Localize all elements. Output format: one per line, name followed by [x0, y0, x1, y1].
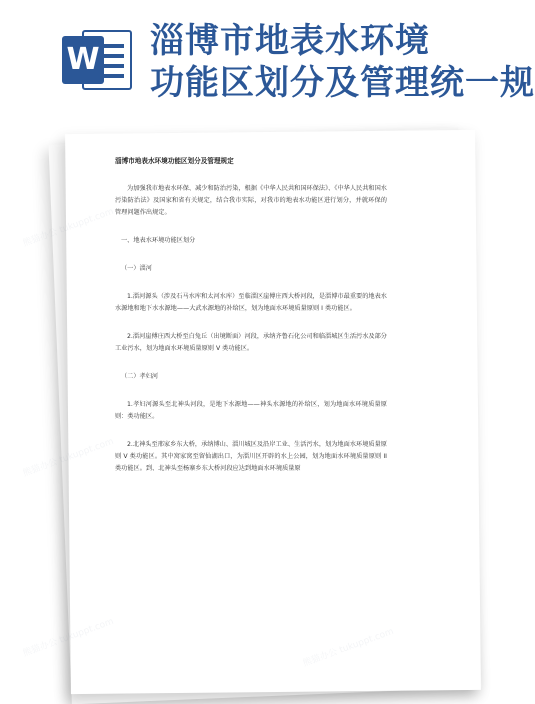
word-document-icon	[62, 24, 134, 96]
header-banner	[0, 0, 535, 118]
banner-title-line1: 淄博市地表水环境	[150, 21, 430, 61]
document-body	[115, 155, 387, 491]
paragraph-zihe-1: 1.淄河源头（涉及石马水库和太河水库）至临淄区崖傅庄西大桥河段，是淄博市最重要的地表水水源地和地下水水源地——大武水源地的补给区，划为地面水环境质量原则 I 类功能区。	[115, 293, 387, 312]
paragraph-xiaofuhe-2: 2.北神头至邢家乡东大桥，承纳博山、淄川城区及沿岸工业、生活污水，划为地面水环境质量原则 V 类功能区。其中窝家窝至留仙湖出口，为淄川区开辟的水上公园，划为地面水环境质量原则 II 类功能区。到、北神头至杨寨乡东大桥河段应达到地面水环境质量原	[115, 441, 387, 472]
subsection-heading-xiaofuhe: （二）孝妇河	[121, 373, 159, 380]
document-title: 淄博市地表水环境功能区划分及管理规定	[115, 157, 234, 165]
paragraph-xiaofuhe-1: 1.孝妇河源头至北神头河段，是地下水源地——神头水源地的补给区，划为地面水环境质量原则：类功能区。	[115, 401, 387, 420]
banner-title	[150, 20, 535, 104]
paragraph-zihe-2: 2.淄河崖傅庄西大桥至白兔丘（出境断面）河段，承纳齐鲁石化公司和临淄城区生活污水及部分工业污水，划为地面水环境质量原则 V 类功能区。	[115, 333, 387, 352]
section-heading-1: 一、地表水环境功能区划分	[121, 237, 196, 244]
watermark-text: 熊猫办公	[21, 457, 59, 479]
word-logo-letter: W	[62, 36, 104, 84]
watermark-text: 熊猫办公	[21, 637, 59, 659]
subsection-heading-zihe: （一）淄河	[121, 265, 152, 272]
banner-title-line2: 功能区划分及管理统一规	[150, 63, 535, 103]
watermark-text: 熊猫办公	[21, 227, 59, 249]
paragraph-intro: 为加强我市地表水环保、减少和防治污染，根据《中华人民共和国环保法》、《中华人民共和国水污染防治法》及国家和省有关规定，结合我市实际，对我市的地表水功能区进行划分，并就环保的管理问题作出规定。	[115, 185, 387, 216]
